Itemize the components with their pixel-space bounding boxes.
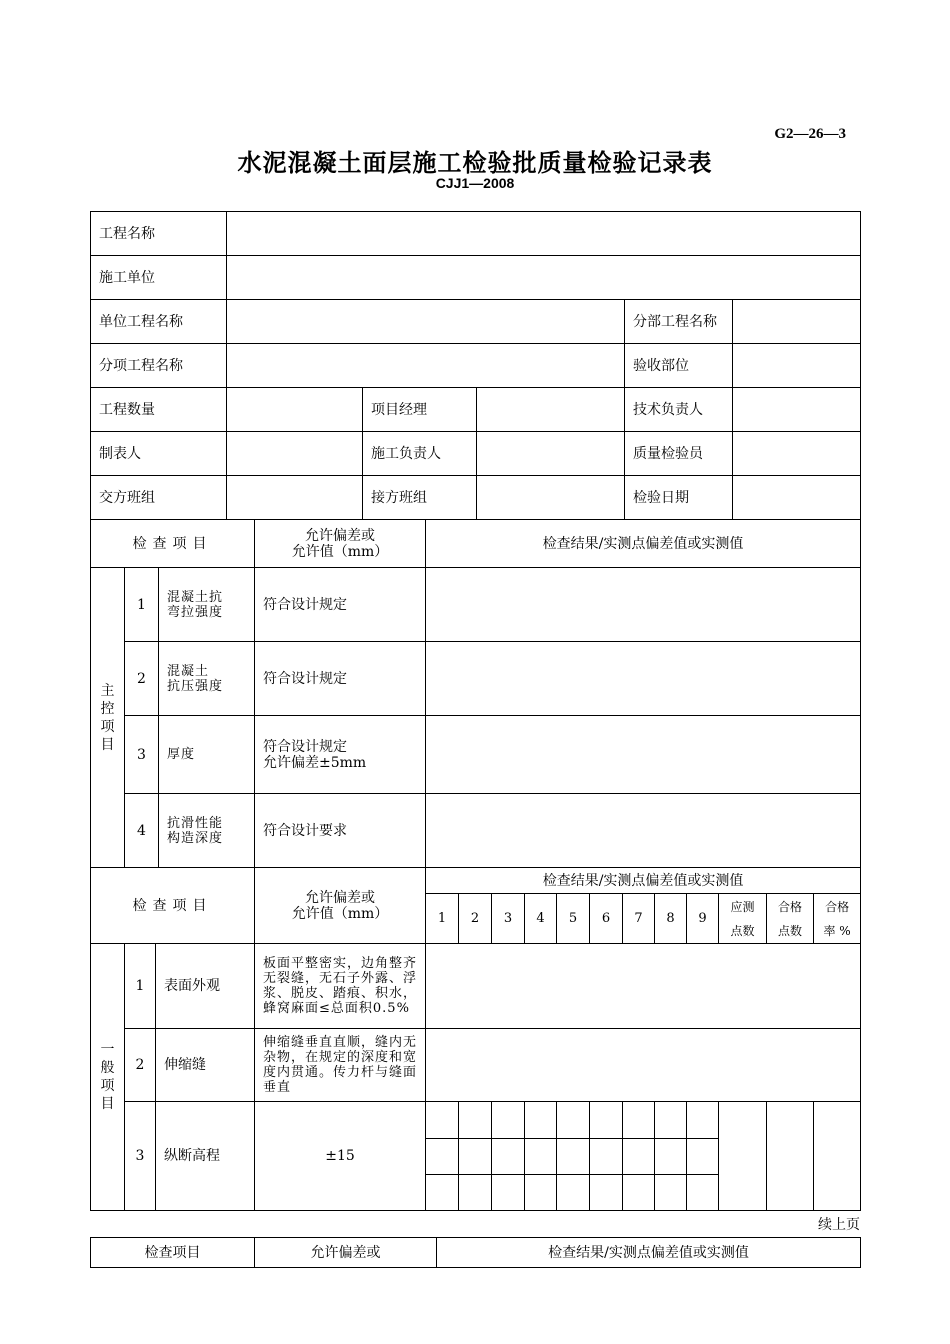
main-row-req-l1: 符合设计规定 bbox=[263, 670, 347, 687]
standard-code: CJJ1—2008 bbox=[435, 175, 515, 191]
sub-project-name-field[interactable] bbox=[733, 300, 861, 344]
continued-header-item: 检查项目 bbox=[91, 1238, 255, 1268]
main-row-item-l2: 构造深度 bbox=[167, 830, 224, 846]
point-number: 8 bbox=[655, 894, 687, 944]
info-table bbox=[90, 211, 861, 520]
qualified-l1: 合格 bbox=[777, 899, 802, 914]
unit-project-name-field[interactable] bbox=[227, 300, 625, 344]
general-row-no: 2 bbox=[125, 1029, 156, 1102]
main-header-tolerance bbox=[255, 520, 426, 568]
quality-inspector-field[interactable] bbox=[733, 432, 861, 476]
measure-cell[interactable] bbox=[492, 1102, 525, 1139]
general-row-item: 纵断高程 bbox=[156, 1102, 255, 1211]
main-header-result: 检查结果/实测点偏差值或实测值 bbox=[426, 520, 861, 568]
project-manager-field[interactable] bbox=[477, 388, 625, 432]
measure-cell[interactable] bbox=[655, 1175, 687, 1211]
qualified-points-cell[interactable] bbox=[767, 1102, 814, 1211]
construction-unit-field[interactable] bbox=[227, 256, 861, 300]
main-row-item-l1: 混凝土 bbox=[167, 663, 210, 679]
main-header-tolerance-l2: 允许值（mm） bbox=[291, 543, 389, 560]
main-row-no: 2 bbox=[125, 642, 159, 716]
should-measure-l1: 应测 bbox=[730, 899, 755, 914]
main-row-requirement bbox=[255, 568, 426, 642]
handover-team-field[interactable] bbox=[227, 476, 363, 520]
page-title: 水泥混凝土面层施工检验批质量检验记录表 bbox=[237, 149, 713, 177]
main-group-text: 主控项目 bbox=[100, 682, 115, 753]
continued-label: 续上页 bbox=[818, 1217, 860, 1233]
general-items-table bbox=[90, 867, 861, 1211]
measure-cell[interactable] bbox=[459, 1102, 492, 1139]
main-row-result[interactable] bbox=[426, 642, 861, 716]
main-row-item-l2: 抗压强度 bbox=[167, 678, 224, 694]
measure-cell[interactable] bbox=[557, 1139, 590, 1175]
project-quantity-field[interactable] bbox=[227, 388, 363, 432]
point-number: 2 bbox=[459, 894, 492, 944]
point-number: 1 bbox=[426, 894, 459, 944]
general-header-result: 检查结果/实测点偏差值或实测值 bbox=[426, 868, 861, 894]
main-row-req-l1: 符合设计规定 bbox=[263, 596, 347, 613]
qualified-l2: 点数 bbox=[777, 923, 802, 938]
main-row-item-l1: 混凝土抗 bbox=[167, 589, 224, 605]
project-quantity-label: 工程数量 bbox=[91, 388, 227, 432]
main-row-item-l1: 厚度 bbox=[167, 747, 196, 762]
main-row-requirement bbox=[255, 642, 426, 716]
general-row-requirement: 伸缩缝垂直直顺，缝内无杂物，在规定的深度和宽度内贯通。传力杆与缝面垂直 bbox=[255, 1029, 426, 1102]
main-row-result[interactable] bbox=[426, 794, 861, 868]
measure-cell[interactable] bbox=[426, 1139, 459, 1175]
measure-cell[interactable] bbox=[687, 1175, 719, 1211]
rate-l1: 合格 bbox=[825, 899, 850, 914]
general-row-item: 伸缩缝 bbox=[156, 1029, 255, 1102]
measure-cell[interactable] bbox=[426, 1102, 459, 1139]
general-row-no: 1 bbox=[125, 944, 156, 1029]
measure-cell[interactable] bbox=[623, 1175, 655, 1211]
general-row-result[interactable] bbox=[426, 1029, 861, 1102]
rate-l2: 率 % bbox=[823, 923, 851, 938]
measure-cell[interactable] bbox=[492, 1139, 525, 1175]
main-row-requirement bbox=[255, 794, 426, 868]
main-row-result[interactable] bbox=[426, 568, 861, 642]
main-row-item bbox=[159, 716, 255, 794]
main-header-tolerance-l1: 允许偏差或 bbox=[305, 527, 375, 544]
construction-lead-label: 施工负责人 bbox=[363, 432, 477, 476]
main-header-item: 检查项目 bbox=[91, 520, 255, 568]
sub-project-name-label: 分部工程名称 bbox=[625, 300, 733, 344]
tabulator-field[interactable] bbox=[227, 432, 363, 476]
measure-cell[interactable] bbox=[590, 1175, 623, 1211]
measure-cell[interactable] bbox=[623, 1139, 655, 1175]
general-header-tolerance-l1: 允许偏差或 bbox=[305, 889, 375, 906]
main-group-label bbox=[91, 568, 125, 868]
general-row-result[interactable] bbox=[426, 944, 861, 1029]
project-manager-label: 项目经理 bbox=[363, 388, 477, 432]
general-row-item: 表面外观 bbox=[156, 944, 255, 1029]
measure-cell[interactable] bbox=[590, 1102, 623, 1139]
general-header-item: 检查项目 bbox=[91, 868, 255, 944]
point-number: 6 bbox=[590, 894, 623, 944]
measure-cell[interactable] bbox=[459, 1175, 492, 1211]
receiving-team-field[interactable] bbox=[477, 476, 625, 520]
tabulator-label: 制表人 bbox=[91, 432, 227, 476]
general-group-label bbox=[91, 944, 125, 1211]
measure-cell[interactable] bbox=[557, 1102, 590, 1139]
main-row-req-l1: 符合设计规定 bbox=[263, 738, 347, 755]
inspection-date-label: 检验日期 bbox=[625, 476, 733, 520]
general-row-requirement: 板面平整密实，边角整齐无裂缝，无石子外露、浮浆、脱皮、踏痕、积水，蜂窝麻面≤总面积0.5% bbox=[255, 944, 426, 1029]
measure-cell[interactable] bbox=[525, 1175, 557, 1211]
technical-lead-label: 技术负责人 bbox=[625, 388, 733, 432]
qualified-rate-cell[interactable] bbox=[814, 1102, 861, 1211]
main-row-no: 4 bbox=[125, 794, 159, 868]
main-row-no: 1 bbox=[125, 568, 159, 642]
main-row-item bbox=[159, 568, 255, 642]
should-measure-l2: 点数 bbox=[730, 923, 755, 938]
measure-cell[interactable] bbox=[492, 1175, 525, 1211]
measure-cell[interactable] bbox=[525, 1139, 557, 1175]
measure-cell[interactable] bbox=[687, 1102, 719, 1139]
measure-cell[interactable] bbox=[590, 1139, 623, 1175]
general-row-no: 3 bbox=[125, 1102, 156, 1211]
construction-lead-field[interactable] bbox=[477, 432, 625, 476]
measure-cell[interactable] bbox=[459, 1139, 492, 1175]
main-row-req-l1: 符合设计要求 bbox=[263, 822, 347, 839]
quality-inspector-label: 质量检验员 bbox=[625, 432, 733, 476]
continued-header-table bbox=[90, 1237, 861, 1268]
main-items-table bbox=[90, 519, 861, 868]
main-row-item bbox=[159, 642, 255, 716]
point-number: 7 bbox=[623, 894, 655, 944]
point-number: 9 bbox=[687, 894, 719, 944]
point-number: 5 bbox=[557, 894, 590, 944]
acceptance-part-label: 验收部位 bbox=[625, 344, 733, 388]
point-number: 3 bbox=[492, 894, 525, 944]
should-measure-points-header bbox=[719, 894, 767, 944]
handover-team-label: 交方班组 bbox=[91, 476, 227, 520]
point-number: 4 bbox=[525, 894, 557, 944]
measure-cell[interactable] bbox=[426, 1175, 459, 1211]
measure-cell[interactable] bbox=[525, 1102, 557, 1139]
main-row-item-l1: 抗滑性能 bbox=[167, 815, 224, 831]
continued-header-result: 检查结果/实测点偏差值或实测值 bbox=[437, 1238, 861, 1268]
receiving-team-label: 接方班组 bbox=[363, 476, 477, 520]
project-name-field[interactable] bbox=[227, 212, 861, 256]
inspection-date-field[interactable] bbox=[733, 476, 861, 520]
main-row-result[interactable] bbox=[426, 716, 861, 794]
main-row-req-l2: 允许偏差±5mm bbox=[263, 754, 367, 771]
general-group-text: 一般项目 bbox=[100, 1042, 115, 1112]
construction-unit-label: 施工单位 bbox=[91, 256, 227, 300]
unit-project-name-label: 单位工程名称 bbox=[91, 300, 227, 344]
should-measure-cell[interactable] bbox=[719, 1102, 767, 1211]
qualified-rate-header bbox=[814, 894, 861, 944]
form-code: G2—26—3 bbox=[774, 126, 846, 142]
technical-lead-field[interactable] bbox=[733, 388, 861, 432]
measure-cell[interactable] bbox=[655, 1102, 687, 1139]
general-row-requirement: ±15 bbox=[255, 1102, 426, 1211]
project-name-label: 工程名称 bbox=[91, 212, 227, 256]
item-project-name-field[interactable] bbox=[227, 344, 625, 388]
general-header-tolerance bbox=[255, 868, 426, 944]
measure-cell[interactable] bbox=[655, 1139, 687, 1175]
acceptance-part-field[interactable] bbox=[733, 344, 861, 388]
measure-cell[interactable] bbox=[557, 1175, 590, 1211]
main-row-no: 3 bbox=[125, 716, 159, 794]
main-row-requirement bbox=[255, 716, 426, 794]
measure-cell[interactable] bbox=[687, 1139, 719, 1175]
continued-header-tolerance: 允许偏差或 bbox=[255, 1238, 437, 1268]
qualified-points-header bbox=[767, 894, 814, 944]
measure-cell[interactable] bbox=[623, 1102, 655, 1139]
main-row-item-l2: 弯拉强度 bbox=[167, 604, 224, 620]
main-row-item bbox=[159, 794, 255, 868]
general-header-tolerance-l2: 允许值（mm） bbox=[291, 905, 389, 922]
item-project-name-label: 分项工程名称 bbox=[91, 344, 227, 388]
